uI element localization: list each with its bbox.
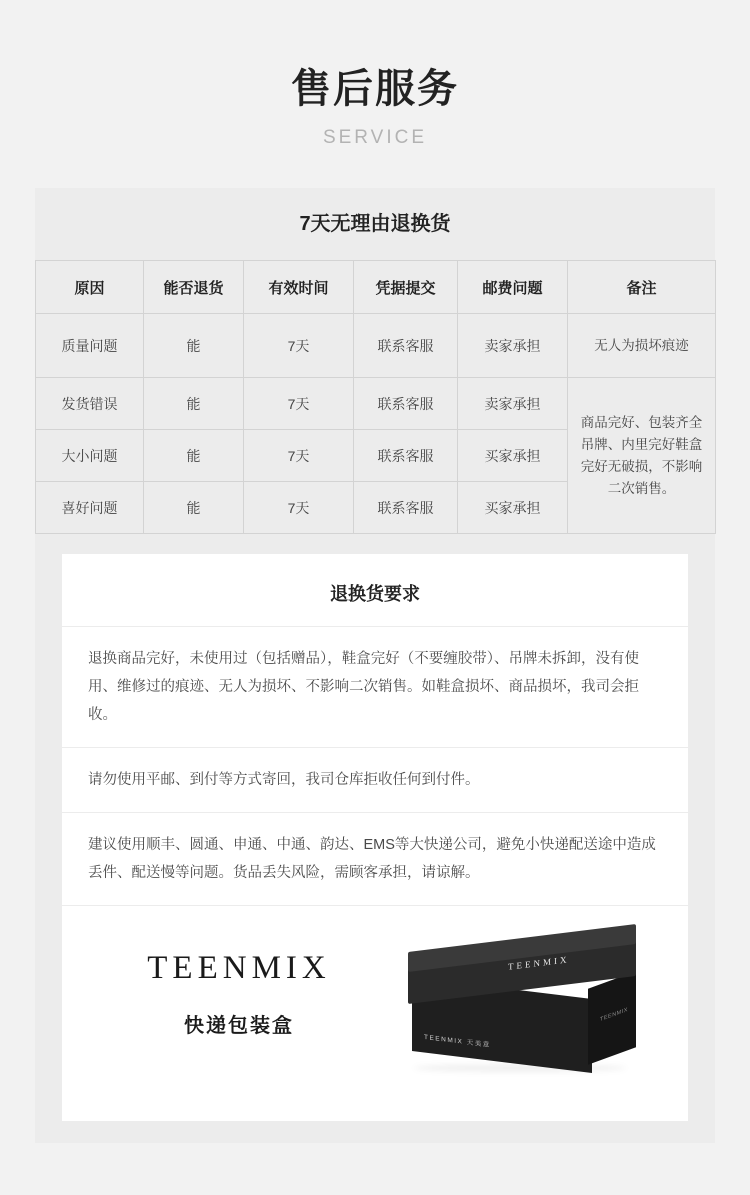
cell-reason: 大小问题 (36, 430, 144, 482)
cell-reason: 喜好问题 (36, 482, 144, 534)
table-row (36, 378, 716, 430)
policy-table-title: 7天无理由退换货 (299, 213, 451, 235)
cell-shipping-fee: 卖家承担 (458, 378, 568, 430)
column-header-shipping-fee: 邮费问题 (458, 261, 568, 314)
box-body-label: TEENMIX 天美意 (424, 1033, 491, 1050)
box-lid-label: TEENMIX (508, 954, 570, 972)
box-shadow (414, 1064, 626, 1072)
page-title: 售后服务 (291, 67, 459, 111)
cell-valid-time: 7天 (244, 430, 354, 482)
column-header-returnable: 能否退货 (144, 261, 244, 314)
service-card (35, 188, 715, 1143)
column-header-proof: 凭据提交 (354, 261, 458, 314)
requirements-panel (62, 554, 688, 1121)
cell-returnable: 能 (144, 314, 244, 378)
cell-returnable: 能 (144, 430, 244, 482)
page-subtitle: SERVICE (322, 127, 428, 148)
policy-table (35, 260, 716, 534)
cell-valid-time: 7天 (244, 314, 354, 378)
shoebox-illustration (390, 944, 650, 1084)
cell-proof: 联系客服 (354, 378, 458, 430)
cell-proof: 联系客服 (354, 314, 458, 378)
card-bottom-spacer (35, 1121, 715, 1143)
cell-proof: 联系客服 (354, 482, 458, 534)
column-header-valid-time: 有效时间 (244, 261, 354, 314)
cell-proof: 联系客服 (354, 430, 458, 482)
brand-logo-text: TEENMIX (147, 950, 331, 986)
brand-caption: 快递包装盒 (184, 1015, 294, 1037)
cell-reason: 发货错误 (36, 378, 144, 430)
page-header (0, 0, 750, 150)
requirement-paragraph-3: 建议使用顺丰、圆通、申通、中通、韵达、EMS等大快递公司，避免小快递配送途中造成丢件、配送慢等问题。货品丢失风险，需顾客承担，请谅解。 (62, 812, 688, 905)
requirement-paragraph-2: 请勿使用平邮、到付等方式寄回，我司仓库拒收任何到付件。 (62, 747, 688, 812)
table-row (36, 314, 716, 378)
column-header-reason: 原因 (36, 261, 144, 314)
cell-shipping-fee: 卖家承担 (458, 314, 568, 378)
requirements-title: 退换货要求 (330, 584, 420, 604)
column-header-note: 备注 (568, 261, 716, 314)
table-header-row (36, 261, 716, 314)
cell-returnable: 能 (144, 378, 244, 430)
cell-valid-time: 7天 (244, 378, 354, 430)
cell-shipping-fee: 买家承担 (458, 482, 568, 534)
cell-reason: 质量问题 (36, 314, 144, 378)
packaging-box-section (62, 905, 688, 1121)
cell-note: 无人为损坏痕迹 (568, 314, 716, 378)
cell-note-merged: 商品完好、包装齐全吊牌、内里完好鞋盒完好无破损，不影响二次销售。 (568, 378, 716, 534)
cell-shipping-fee: 买家承担 (458, 430, 568, 482)
brand-block (114, 950, 364, 1038)
cell-valid-time: 7天 (244, 482, 354, 534)
requirement-paragraph-1: 退换商品完好，未使用过（包括赠品），鞋盒完好（不要缠胶带）、吊牌未拆卸，没有使用、维修过的痕迹、无人为损坏、不影响二次销售。如鞋盒损坏、商品损坏，我司会拒收。 (62, 626, 688, 747)
cell-returnable: 能 (144, 482, 244, 534)
box-side-label: TEENMIX (600, 1006, 628, 1024)
